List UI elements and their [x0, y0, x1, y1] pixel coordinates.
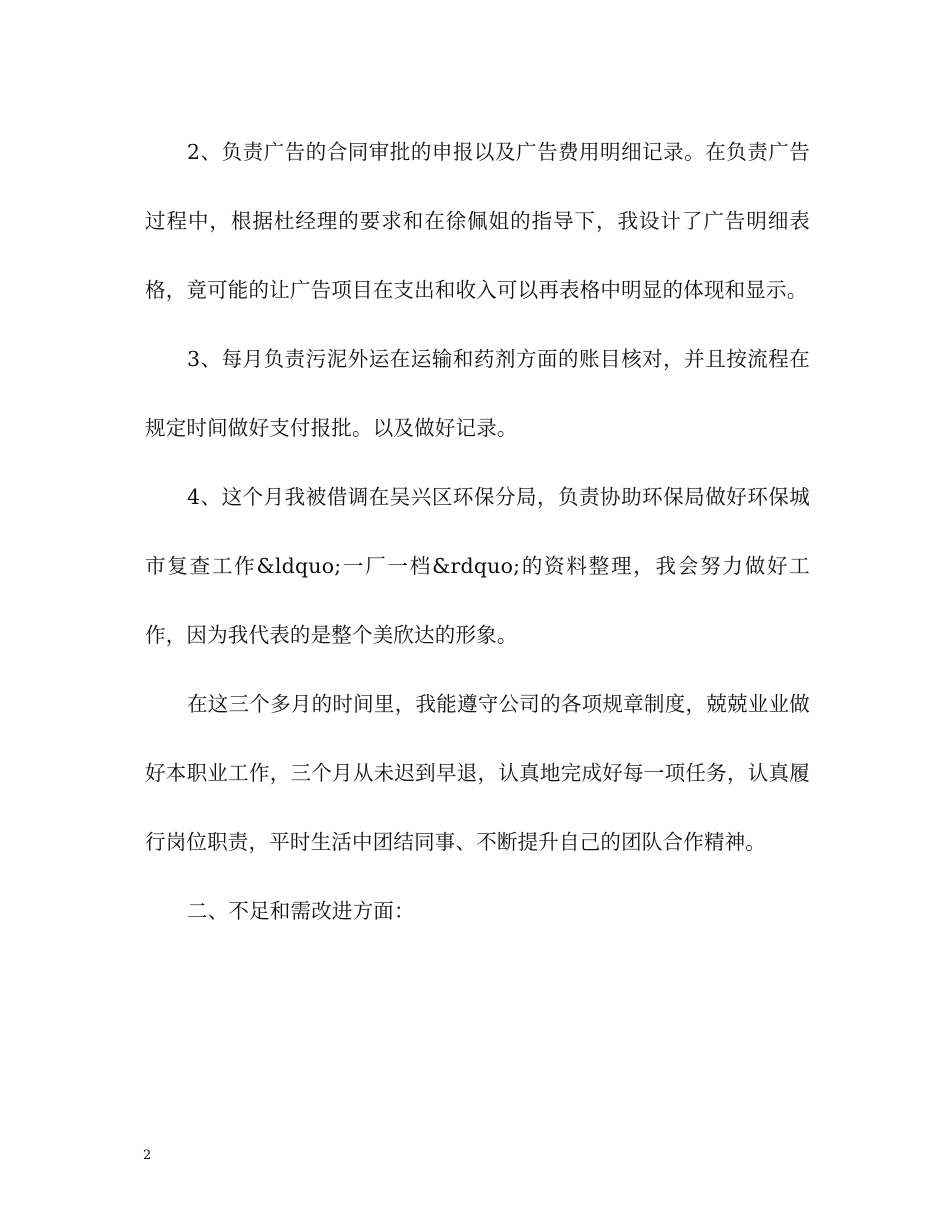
paragraph-advertising-contracts: 2、负责广告的合同审批的申报以及广告费用明细记录。在负责广告过程中，根据杜经理的要求和在徐佩姐的指导下，我设计了广告明细表格，竟可能的让广告项目在支出和收入可以再表格中明显的体现和显示。	[145, 140, 810, 302]
section-heading-shortcomings: 二、不足和需改进方面：	[187, 899, 415, 923]
document-body	[145, 118, 810, 946]
paragraph-summary: 在这三个多月的时间里，我能遵守公司的各项规章制度，兢兢业业做好本职业工作，三个月从未迟到早退，认真地完成好每一项任务，认真履行岗位职责，平时生活中团结同事、不断提升自己的团队合作精神。	[145, 692, 810, 854]
paragraph-secondment: 4、这个月我被借调在吴兴区环保分局，负责协助环保局做好环保城市复查工作&ldquo;一厂一档&rdquo;的资料整理，我会努力做好工作，因为我代表的是整个美欣达的形象。	[145, 485, 810, 647]
paragraph-sludge-accounts: 3、每月负责污泥外运在运输和药剂方面的账目核对，并且按流程在规定时间做好支付报批。以及做好记录。	[145, 347, 810, 440]
page-number: 2	[143, 1148, 152, 1163]
